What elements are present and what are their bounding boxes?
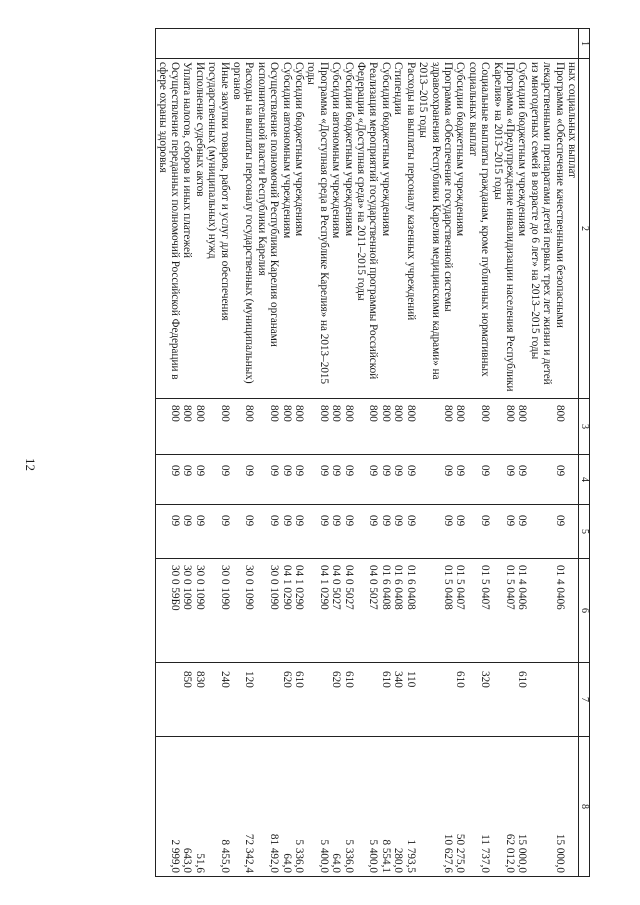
section-cell: 09 <box>193 455 205 505</box>
expense-name-cell: Исполнение судебных актов <box>193 59 205 399</box>
target-article-cell: 01 4 0406 <box>516 559 528 663</box>
amount-cell: 51,6 <box>193 737 205 877</box>
column-number-row <box>579 29 590 877</box>
row-index-cell <box>255 29 280 59</box>
section-cell: 09 <box>404 455 416 505</box>
row-index-cell <box>392 29 404 59</box>
amount-cell: 1 793,5 <box>404 737 416 877</box>
column-number-2: 2 <box>579 59 590 399</box>
subsection-cell: 09 <box>417 505 454 559</box>
target-article-cell: 04 0 5027 <box>355 559 380 663</box>
section-cell: 09 <box>417 455 454 505</box>
row-index-cell <box>181 29 193 59</box>
amount-cell: 11 737,0 <box>466 737 491 877</box>
row-index-cell <box>491 29 516 59</box>
expense-name-cell: ных социальных выплат <box>566 59 579 399</box>
row-index-cell <box>566 29 579 59</box>
table-row <box>454 29 466 877</box>
row-index-cell <box>305 29 330 59</box>
table-row <box>528 29 565 877</box>
expense-name-cell: Субсидии автономным учреждениям <box>280 59 292 399</box>
table-row <box>305 29 330 877</box>
table-row <box>417 29 454 877</box>
amount-cell: 64,0 <box>330 737 342 877</box>
expense-type-cell <box>417 663 454 737</box>
expense-type-cell: 110 <box>404 663 416 737</box>
amount-cell: 5 400,0 <box>355 737 380 877</box>
table-row <box>330 29 342 877</box>
expense-type-cell <box>156 663 181 737</box>
target-article-cell <box>566 559 579 663</box>
column-number-7: 7 <box>579 663 590 737</box>
table-row <box>206 29 231 877</box>
ministry-code-cell: 800 <box>528 399 565 455</box>
expense-name-cell: Социальные выплаты гражданам, кроме публичных нормативных социальных выплат <box>466 59 491 399</box>
subsection-cell <box>566 505 579 559</box>
section-cell: 09 <box>491 455 516 505</box>
page-number: 12 <box>23 458 38 471</box>
expense-name-cell: Субсидии бюджетным учреждениям <box>342 59 354 399</box>
subsection-cell: 09 <box>206 505 231 559</box>
section-cell: 09 <box>342 455 354 505</box>
target-article-cell: 01 5 0407 <box>466 559 491 663</box>
amount-cell: 8 455,0 <box>206 737 231 877</box>
subsection-cell: 09 <box>305 505 330 559</box>
table-row <box>491 29 516 877</box>
expense-name-cell: Программа «Обеспечение государственной системы здравоохранения Республики Карелия медицинскими кадрами» на 2013–2015 годы <box>417 59 454 399</box>
target-article-cell: 04 1 0290 <box>293 559 305 663</box>
table-body <box>156 29 579 877</box>
expense-type-cell: 120 <box>231 663 256 737</box>
amount-cell: 10 627,6 <box>417 737 454 877</box>
budget-table <box>155 28 590 877</box>
expense-name-cell: Субсидии бюджетным учреждениям <box>380 59 392 399</box>
table-row <box>404 29 416 877</box>
amount-cell: 643,0 <box>181 737 193 877</box>
expense-name-cell: Субсидии бюджетным учреждениям <box>516 59 528 399</box>
target-article-cell: 04 1 0290 <box>305 559 330 663</box>
table-row <box>516 29 528 877</box>
ministry-code-cell: 800 <box>193 399 205 455</box>
row-index-cell <box>466 29 491 59</box>
row-index-cell <box>280 29 292 59</box>
target-article-cell: 04 0 5027 <box>330 559 342 663</box>
row-index-cell <box>454 29 466 59</box>
expense-type-cell: 610 <box>454 663 466 737</box>
section-cell: 09 <box>516 455 528 505</box>
expense-name-cell: Осуществление полномочий Республики Карелия органами исполнительной власти Республики Карелия <box>255 59 280 399</box>
expense-type-cell <box>528 663 565 737</box>
ministry-code-cell: 800 <box>293 399 305 455</box>
section-cell: 09 <box>392 455 404 505</box>
target-article-cell: 30 0 1090 <box>193 559 205 663</box>
amount-cell: 62 012,0 <box>491 737 516 877</box>
amount-cell: 15 000,0 <box>528 737 565 877</box>
section-cell: 09 <box>380 455 392 505</box>
table-row <box>193 29 205 877</box>
ministry-code-cell: 800 <box>305 399 330 455</box>
row-index-cell <box>417 29 454 59</box>
expense-name-cell: Стипендии <box>392 59 404 399</box>
table-row <box>392 29 404 877</box>
ministry-code-cell: 800 <box>355 399 380 455</box>
table-row <box>466 29 491 877</box>
table-row <box>380 29 392 877</box>
expense-type-cell: 340 <box>392 663 404 737</box>
ministry-code-cell: 800 <box>404 399 416 455</box>
subsection-cell: 09 <box>181 505 193 559</box>
section-cell: 09 <box>280 455 292 505</box>
subsection-cell: 09 <box>255 505 280 559</box>
subsection-cell: 09 <box>280 505 292 559</box>
subsection-cell: 09 <box>380 505 392 559</box>
subsection-cell: 09 <box>392 505 404 559</box>
amount-cell: 72 342,4 <box>231 737 256 877</box>
target-article-cell: 30 0 1090 <box>255 559 280 663</box>
column-number-4: 4 <box>579 455 590 505</box>
expense-type-cell: 610 <box>342 663 354 737</box>
subsection-cell: 09 <box>528 505 565 559</box>
section-cell: 09 <box>330 455 342 505</box>
section-cell: 09 <box>293 455 305 505</box>
subsection-cell: 09 <box>516 505 528 559</box>
budget-table-sheet <box>84 28 590 876</box>
section-cell: 09 <box>231 455 256 505</box>
row-index-cell <box>342 29 354 59</box>
ministry-code-cell: 800 <box>417 399 454 455</box>
section-cell: 09 <box>206 455 231 505</box>
expense-type-cell <box>255 663 280 737</box>
subsection-cell: 09 <box>293 505 305 559</box>
row-index-cell <box>193 29 205 59</box>
row-index-cell <box>293 29 305 59</box>
subsection-cell: 09 <box>342 505 354 559</box>
table-row <box>566 29 579 877</box>
target-article-cell: 01 6 0408 <box>380 559 392 663</box>
expense-type-cell: 610 <box>293 663 305 737</box>
section-cell: 09 <box>181 455 193 505</box>
amount-cell: 50 275,0 <box>454 737 466 877</box>
target-article-cell: 30 0 1090 <box>206 559 231 663</box>
expense-name-cell: Расходы на выплаты персоналу казенных учреждений <box>404 59 416 399</box>
row-index-cell <box>330 29 342 59</box>
expense-name-cell: Программа «Обеспечение качественными безопасными лекарственными препаратами детей первых трех лет жизни и детей из многодетных семей в возрасте до 6 лет» на 2013–2015 годы <box>528 59 565 399</box>
amount-cell: 15 000,0 <box>516 737 528 877</box>
amount-cell <box>566 737 579 877</box>
section-cell <box>566 455 579 505</box>
ministry-code-cell: 800 <box>380 399 392 455</box>
section-cell: 09 <box>528 455 565 505</box>
expense-name-cell: Субсидии бюджетным учреждениям <box>454 59 466 399</box>
subsection-cell: 09 <box>454 505 466 559</box>
section-cell: 09 <box>255 455 280 505</box>
ministry-code-cell: 800 <box>516 399 528 455</box>
ministry-code-cell: 800 <box>392 399 404 455</box>
subsection-cell: 09 <box>330 505 342 559</box>
column-number-3: 3 <box>579 399 590 455</box>
expense-type-cell: 850 <box>181 663 193 737</box>
target-article-cell: 04 0 5027 <box>342 559 354 663</box>
target-article-cell: 30 0 59Б0 <box>156 559 181 663</box>
subsection-cell: 09 <box>156 505 181 559</box>
subsection-cell: 09 <box>491 505 516 559</box>
ministry-code-cell: 800 <box>280 399 292 455</box>
amount-cell: 5 336,0 <box>342 737 354 877</box>
amount-cell: 280,0 <box>392 737 404 877</box>
expense-name-cell: Программа «Предупреждение инвалидизации населения Республики Карелия» на 2013–2015 годы <box>491 59 516 399</box>
expense-name-cell: Расходы на выплаты персоналу государственных (муниципальных) органов <box>231 59 256 399</box>
amount-cell: 5 400,0 <box>305 737 330 877</box>
section-cell: 09 <box>454 455 466 505</box>
table-row <box>231 29 256 877</box>
column-number-8: 8 <box>579 737 590 877</box>
target-article-cell: 30 0 1090 <box>231 559 256 663</box>
column-number-1: 1 <box>579 29 590 59</box>
subsection-cell: 09 <box>193 505 205 559</box>
table-row <box>355 29 380 877</box>
expense-type-cell: 620 <box>330 663 342 737</box>
section-cell: 09 <box>305 455 330 505</box>
expense-name-cell: Субсидии бюджетным учреждениям <box>293 59 305 399</box>
subsection-cell: 09 <box>231 505 256 559</box>
subsection-cell: 09 <box>355 505 380 559</box>
expense-type-cell <box>566 663 579 737</box>
target-article-cell: 01 4 0406 <box>528 559 565 663</box>
column-number-5: 5 <box>579 505 590 559</box>
ministry-code-cell: 800 <box>231 399 256 455</box>
expense-type-cell: 610 <box>516 663 528 737</box>
ministry-code-cell: 800 <box>181 399 193 455</box>
ministry-code-cell: 800 <box>156 399 181 455</box>
ministry-code-cell: 800 <box>342 399 354 455</box>
target-article-cell: 30 0 1090 <box>181 559 193 663</box>
expense-type-cell <box>491 663 516 737</box>
row-index-cell <box>206 29 231 59</box>
table-row <box>181 29 193 877</box>
subsection-cell: 09 <box>404 505 416 559</box>
ministry-code-cell <box>566 399 579 455</box>
expense-name-cell: Субсидии автономным учреждениям <box>330 59 342 399</box>
expense-type-cell: 830 <box>193 663 205 737</box>
expense-type-cell <box>305 663 330 737</box>
row-index-cell <box>528 29 565 59</box>
ministry-code-cell: 800 <box>206 399 231 455</box>
table-row <box>293 29 305 877</box>
target-article-cell: 01 5 0407 <box>491 559 516 663</box>
row-index-cell <box>516 29 528 59</box>
section-cell: 09 <box>355 455 380 505</box>
ministry-code-cell: 800 <box>255 399 280 455</box>
expense-name-cell: Осуществление переданных полномочий Российской Федерации в сфере охраны здоровья <box>156 59 181 399</box>
column-number-6: 6 <box>579 559 590 663</box>
table-row <box>280 29 292 877</box>
target-article-cell: 01 6 0408 <box>404 559 416 663</box>
row-index-cell <box>355 29 380 59</box>
amount-cell: 8 554,1 <box>380 737 392 877</box>
target-article-cell: 04 1 0290 <box>280 559 292 663</box>
row-index-cell <box>231 29 256 59</box>
amount-cell: 2 999,0 <box>156 737 181 877</box>
amount-cell: 64,0 <box>280 737 292 877</box>
subsection-cell: 09 <box>466 505 491 559</box>
expense-type-cell: 620 <box>280 663 292 737</box>
expense-name-cell: Реализация мероприятий государственной программы Российской Федерации «Доступная среда» на 2011–2015 годы <box>355 59 380 399</box>
ministry-code-cell: 800 <box>491 399 516 455</box>
ministry-code-cell: 800 <box>454 399 466 455</box>
row-index-cell <box>404 29 416 59</box>
row-index-cell <box>380 29 392 59</box>
row-index-cell <box>156 29 181 59</box>
expense-name-cell: Иные закупки товаров, работ и услуг для обеспечения государственных (муниципальных) нужд <box>206 59 231 399</box>
expense-type-cell <box>355 663 380 737</box>
amount-cell: 81 492,0 <box>255 737 280 877</box>
target-article-cell: 01 6 0408 <box>392 559 404 663</box>
target-article-cell: 01 5 0407 <box>454 559 466 663</box>
section-cell: 09 <box>156 455 181 505</box>
ministry-code-cell: 800 <box>330 399 342 455</box>
expense-name-cell: Программа «Доступная среда в Республике Карелия» на 2013–2015 годы <box>305 59 330 399</box>
expense-type-cell: 240 <box>206 663 231 737</box>
expense-type-cell: 320 <box>466 663 491 737</box>
table-row <box>342 29 354 877</box>
amount-cell: 5 336,0 <box>293 737 305 877</box>
target-article-cell: 01 5 0408 <box>417 559 454 663</box>
expense-type-cell: 610 <box>380 663 392 737</box>
table-row <box>156 29 181 877</box>
section-cell: 09 <box>466 455 491 505</box>
table-row <box>255 29 280 877</box>
ministry-code-cell: 800 <box>466 399 491 455</box>
expense-name-cell: Уплата налогов, сборов и иных платежей <box>181 59 193 399</box>
